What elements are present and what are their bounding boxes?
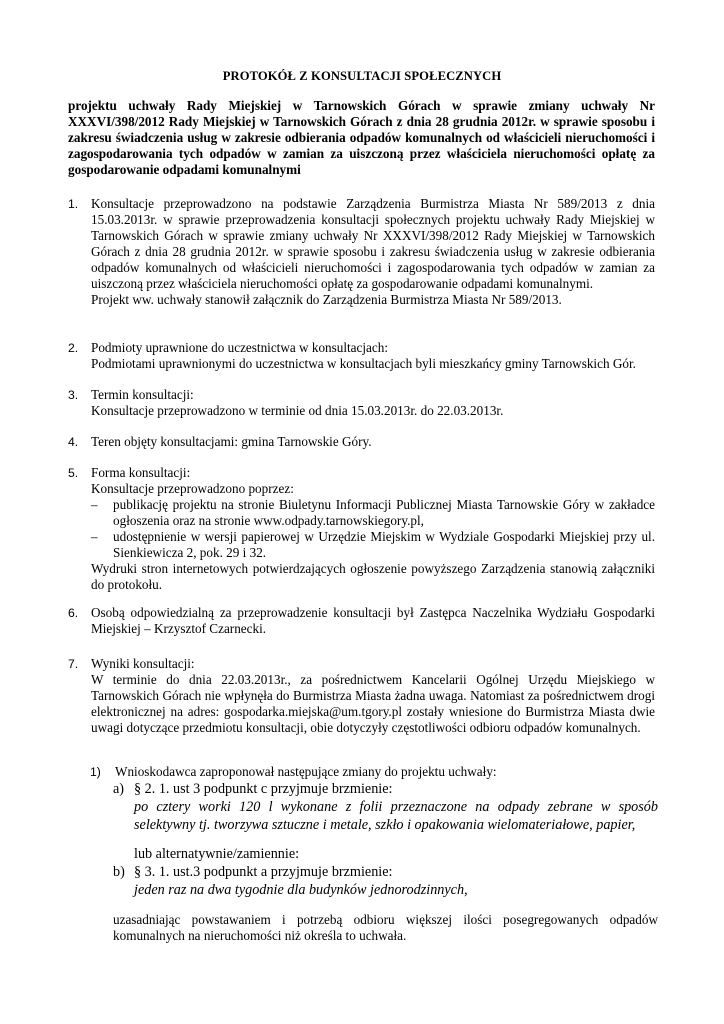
bullet-text: udostępnienie w wersji papierowej w Urzędzie Miejskim w Wydziale Gospodarki Miejskiej przy ul. Sienkiewicza 2, pok. 29 i 32. (113, 529, 655, 560)
option-letter: a) (113, 781, 125, 797)
bullet-text: publikację projektu na stronie Biuletynu Informacji Publicznej Miasta Tarnowskie Góry w zakładce ogłoszenia oraz na stronie www.odpady.tarnowskiegory.pl, (113, 497, 655, 528)
item-text: Teren objęty konsultacjami: gmina Tarnowskie Góry. (91, 434, 372, 449)
list-item-5 (68, 465, 655, 593)
item-number: 4. (68, 435, 79, 449)
item-number: 6. (68, 606, 79, 620)
option-quote: po cztery worki 120 l wykonane z folii przeznaczone na odpady zebrane w sposób selektywny tj. tworzywa sztuczne i metale, szkło i opakowania wielomateriałowe, papier, (134, 799, 658, 833)
proposal-option-b (113, 863, 658, 899)
list-item (91, 529, 655, 561)
list-item-7 (68, 656, 655, 736)
proposal-intro: Wnioskodawca zaproponował następujące zmiany do projektu uchwały: (115, 764, 497, 779)
item-text: Wydruki stron internetowych potwierdzających ogłoszenie powyższego Zarządzenia stanowią załączniki do protokołu. (91, 561, 655, 592)
list-item-2 (68, 340, 655, 372)
bullet-list (91, 497, 655, 561)
list-item-1 (68, 196, 655, 308)
item-text: Konsultacje przeprowadzono poprzez: (91, 481, 294, 496)
item-number: 5. (68, 466, 79, 480)
list-item (91, 497, 655, 529)
document-title: PROTOKÓŁ Z KONSULTACJI SPOŁECZNYCH (222, 69, 502, 83)
alternative-label: lub alternatywnie/zamiennie: (134, 846, 300, 862)
option-text: § 3. 1. ust.3 podpunkt a przyjmuje brzmienie: (134, 864, 393, 880)
item-number: 2. (68, 341, 79, 355)
option-quote: jeden raz na dwa tygodnie dla budynków jednorodzinnych, (134, 882, 468, 898)
document-subject: projektu uchwały Rady Miejskiej w Tarnowskich Górach w sprawie zmiany uchwały Nr XXXVI/398/2012 Rady Miejskiej w Tarnowskich Górach z dnia 28 grudnia 2012r. w sprawie sposobu i zakresu świadczenia usług w zakresie odbierania odpadów komunalnych od właścicieli nieruchomości i zagospodarowania tych odpadów w zamian za uiszczoną przez właściciela nieruchomości opłatę za gospodarowanie odpadami komunalnymi (68, 98, 655, 177)
item-text: W terminie do dnia 22.03.2013r., za pośrednictwem Kancelarii Ogólnej Urzędu Miejskiego w Tarnowskich Górach nie wpłynęła do Burmistrza Miasta żadna uwaga. Natomiast za pośrednictwem drogi elektronicznej na adres: gospodarka.miejska@um.tgory.pl zostały wniesione do Burmistrza Miasta dwie uwagi dotyczące przedmiotu konsultacji, obie dotyczyły częstotliwości odbioru odpadów komunalnych. (91, 672, 655, 735)
option-letter: b) (113, 864, 125, 880)
item-text: Podmiotami uprawnionymi do uczestnictwa w konsultacjach byli mieszkańcy gminy Tarnowskich Gór. (91, 356, 636, 371)
list-item-6 (68, 605, 655, 637)
option-text: § 2. 1. ust 3 podpunkt c przyjmuje brzmienie: (134, 781, 393, 797)
proposal-item (90, 764, 655, 780)
item-heading: Podmioty uprawnione do uczestnictwa w konsultacjach: (91, 340, 389, 355)
list-item-3 (68, 387, 655, 419)
item-text: Osobą odpowiedzialną za przeprowadzenie konsultacji był Zastępca Naczelnika Wydziału Gospodarki Miejskiej – Krzysztof Czarnecki. (91, 605, 655, 636)
item-number: 3. (68, 388, 79, 402)
dash-bullet: – (91, 529, 98, 544)
proposal-option-a (113, 780, 658, 834)
item-heading: Wyniki konsultacji: (91, 656, 195, 671)
item-heading: Termin konsultacji: (91, 387, 194, 402)
item-heading: Forma konsultacji: (91, 465, 191, 480)
item-text: Projekt ww. uchwały stanowił załącznik do Zarządzenia Burmistrza Miasta Nr 589/2013. (91, 292, 562, 307)
item-text: Konsultacje przeprowadzono w terminie od dnia 15.03.2013r. do 22.03.2013r. (91, 403, 504, 418)
dash-bullet: – (91, 497, 98, 512)
list-item-4 (68, 434, 655, 450)
proposal-number: 1) (90, 765, 101, 779)
closing-text: uzasadniając powstawaniem i potrzebą odbioru większej ilości posegregowanych odpadów komunalnych na nieruchomości niż określa to uchwała. (113, 912, 658, 943)
item-number: 1. (68, 197, 79, 211)
item-text: Konsultacje przeprowadzono na podstawie Zarządzenia Burmistrza Miasta Nr 589/2013 z dnia 15.03.2013r. w sprawie przeprowadzenia konsultacji społecznych projektu uchwały Rady Miejskiej w Tarnowskich Górach w sprawie zmiany uchwały Nr XXXVI/398/2012 Rady Miejskiej w Tarnowskich Górach z dnia 28 grudnia 2012r. w sprawie sposobu i zakresu świadczenia usług w zakresie odbierania odpadów komunalnych od właścicieli nieruchomości i zagospodarowania tych odpadów w zamian za uiszczoną przez właściciela nieruchomości opłatę za gospodarowanie odpadami komunalnymi. (91, 196, 655, 291)
item-number: 7. (68, 657, 79, 671)
